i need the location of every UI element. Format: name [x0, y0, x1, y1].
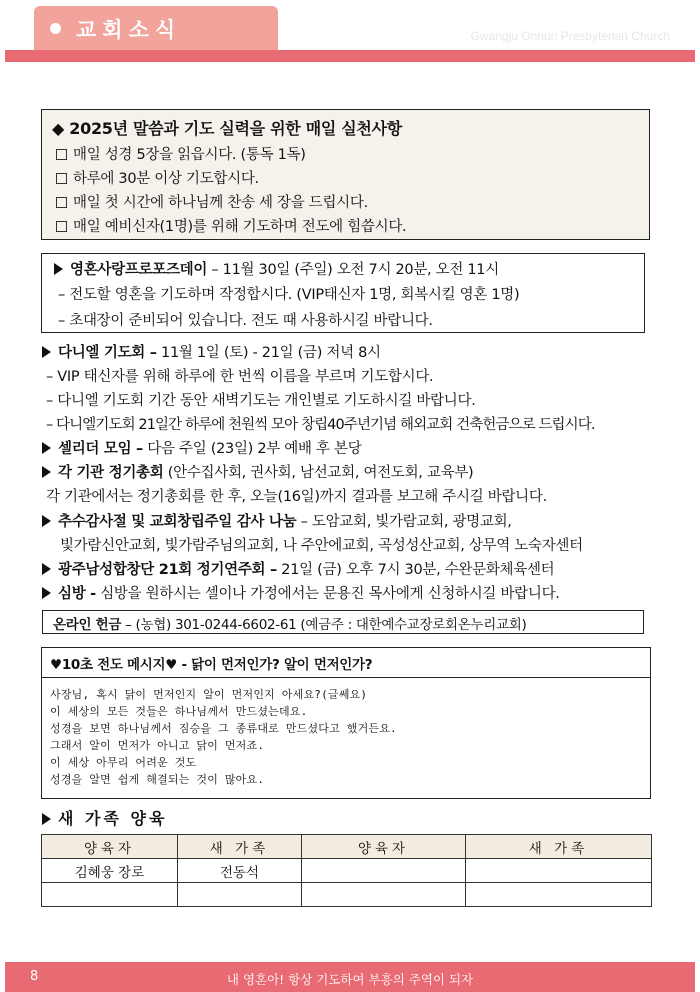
- divider: [42, 677, 650, 678]
- table-cell: [466, 859, 652, 883]
- practice-item: 매일 예비신자(1명)를 위해 기도하며 전도에 힘씁시다.: [56, 215, 406, 236]
- message-line: 성경을 알면 쉽게 해결되는 것이 많아요.: [50, 773, 265, 786]
- evangelism-heading: ♥10초 전도 메시지♥ - 닭이 먼저인가? 알이 먼저인가?: [50, 657, 373, 673]
- triangle-bullet-icon: [42, 563, 51, 575]
- checkbox-icon: [56, 197, 67, 208]
- message-line: 이 세상의 모든 것들은 하나님께서 만드셨는데요.: [50, 705, 308, 718]
- triangle-bullet-icon: [42, 442, 51, 454]
- practice-item: 매일 첫 시간에 하나님께 찬송 세 장을 드립시다.: [56, 191, 368, 212]
- table-header-row: [42, 835, 652, 859]
- triangle-bullet-icon: [42, 813, 51, 825]
- header-tab: [34, 6, 278, 50]
- header-bar: [5, 50, 695, 62]
- page-number: 8: [30, 969, 39, 984]
- heart-icon: ♥: [165, 657, 178, 673]
- message-line: 성경을 보면 하나님께서 짐승을 그 종류대로 만드셨다고 했거든요.: [50, 722, 397, 735]
- church-name: Gwangju Onnuri Presbyterian Church: [470, 29, 670, 43]
- table-cell: [302, 859, 466, 883]
- bullet-dot-icon: [50, 23, 61, 34]
- heart-icon: ♥: [50, 657, 62, 673]
- table-cell: 전동석: [178, 859, 302, 883]
- message-line: 그래서 알이 먼저가 아니고 닭이 먼저죠.: [50, 739, 265, 752]
- table-row: [42, 883, 652, 907]
- daniel-heading: 다니엘 기도회 – 11월 1일 (토) - 21일 (금) 저녁 8시: [42, 341, 381, 362]
- checkbox-icon: [56, 173, 67, 184]
- table-header: 새 가족: [466, 835, 652, 859]
- triangle-bullet-icon: [42, 466, 51, 478]
- practice-box: [41, 109, 650, 240]
- footer-motto: 내 영혼아! 항상 기도하여 부흥의 주역이 되자: [226, 972, 474, 987]
- practice-item: 하루에 30분 이상 기도합시다.: [56, 167, 259, 188]
- visit-heading: 심방 - 심방을 원하시는 셀이나 가정에서는 문용진 목사에게 신청하시길 바랍니다.: [42, 582, 560, 603]
- table-cell: 김혜웅 장로: [42, 859, 178, 883]
- new-family-heading: 새 가족 양육: [42, 806, 167, 829]
- triangle-bullet-icon: [42, 346, 51, 358]
- table-cell: [466, 883, 652, 907]
- practice-title-line: [52, 116, 402, 139]
- choir-heading: 광주남성합창단 21회 정기연주회 – 21일 (금) 오후 7시 30분, 수완문화체육센터: [42, 558, 554, 579]
- propose-day-line: – 초대장이 준비되어 있습니다. 전도 때 사용하시길 바랍니다.: [58, 313, 433, 329]
- thanks-line: 빛가람신안교회, 빛가람주님의교회, 나 주안에교회, 곡성성산교회, 상무역 노숙자센터: [60, 538, 583, 554]
- propose-day-line: – 전도할 영혼을 기도하며 작정합시다. (VIP태신자 1명, 회복시킬 영혼 1명): [58, 287, 520, 303]
- daniel-line: – 다니엘 기도회 기간 동안 새벽기도는 개인별로 기도하시길 바랍니다.: [46, 393, 476, 409]
- table-row: [42, 859, 652, 883]
- table-header: 새 가족: [178, 835, 302, 859]
- assembly-line: 각 기관에서는 정기총회를 한 후, 오늘(16일)까지 결과를 보고해 주시길 바랍니다.: [46, 489, 547, 505]
- table-header: 양육자: [42, 835, 178, 859]
- message-line: 이 세상 아무리 어려운 것도: [50, 756, 197, 769]
- daniel-line: – VIP 태신자를 위해 하루에 한 번씩 이름을 부르며 기도합시다.: [46, 369, 434, 385]
- table-cell: [42, 883, 178, 907]
- propose-day-box: [41, 253, 645, 333]
- triangle-bullet-icon: [42, 515, 51, 527]
- offering-line: 온라인 헌금 – (농협) 301-0244-6602-61 (예금주 : 대한예수교장로회온누리교회): [53, 617, 527, 633]
- table-cell: [302, 883, 466, 907]
- thanks-heading: 추수감사절 및 교회창립주일 감사 나눔 – 도암교회, 빛가람교회, 광명교회,: [42, 510, 512, 531]
- cell-leader-heading: 셀리더 모임 – 다음 주일 (23일) 2부 예배 후 본당: [42, 437, 361, 458]
- practice-title: 2025년 말씀과 기도 실력을 위한 매일 실천사항: [69, 119, 402, 138]
- daniel-line: – 다니엘기도회 21일간 하루에 천원씩 모아 창립40주년기념 해외교회 건축헌금으로 드립시다.: [46, 417, 595, 433]
- propose-day-heading: 영혼사랑프로포즈데이 – 11월 30일 (주일) 오전 7시 20분, 오전 11시: [54, 258, 499, 279]
- evangelism-box: [41, 647, 651, 799]
- table-cell: [178, 883, 302, 907]
- triangle-bullet-icon: [42, 587, 51, 599]
- table-header: 양육자: [302, 835, 466, 859]
- triangle-bullet-icon: [54, 263, 63, 275]
- checkbox-icon: [56, 149, 67, 160]
- diamond-icon: ◆: [52, 119, 65, 138]
- message-line: 사장님, 혹시 닭이 먼저인지 알이 먼저인지 아세요?(글쎄요): [50, 688, 368, 701]
- practice-item: 매일 성경 5장을 읽읍시다. (통독 1독): [56, 143, 306, 164]
- footer-bar: [5, 962, 695, 992]
- offering-box: [42, 610, 644, 634]
- checkbox-icon: [56, 221, 67, 232]
- new-family-table: [41, 834, 652, 907]
- assembly-heading: 각 기관 정기총회 (안수집사회, 권사회, 남선교회, 여전도회, 교육부): [42, 461, 473, 482]
- page-title: 교회소식: [76, 18, 182, 42]
